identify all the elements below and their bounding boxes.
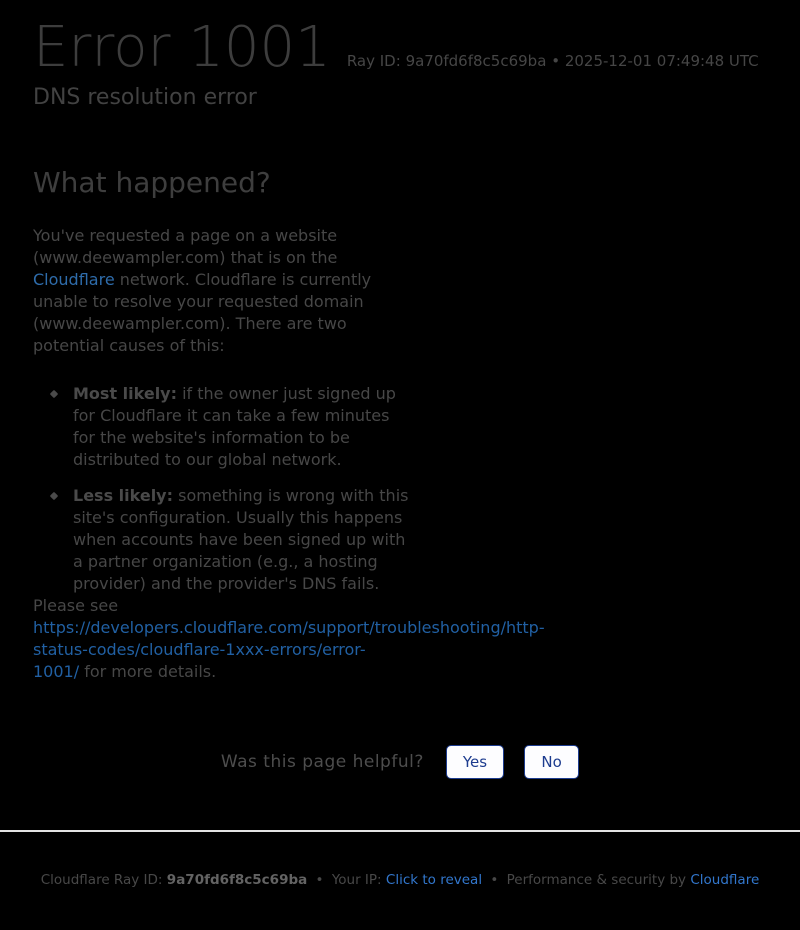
footer-cloudflare-link[interactable]: Cloudflare xyxy=(690,872,760,888)
paragraph-text-before-link: You've requested a page on a website (www.deewampler.com) that is on the xyxy=(33,225,338,267)
description-paragraph xyxy=(33,225,409,357)
click-to-reveal-link[interactable]: Click to reveal xyxy=(385,872,483,888)
list-item-less-likely xyxy=(33,485,409,595)
footer-ip-label: Your IP: xyxy=(331,872,382,888)
separator-dot: • xyxy=(551,52,561,70)
ray-id-value: 9a70fd6f8c5c69ba xyxy=(405,52,547,70)
feedback-buttons xyxy=(446,745,579,779)
ray-id-line xyxy=(347,52,759,70)
main-content xyxy=(0,110,800,779)
list-item-label: Less likely: xyxy=(73,485,174,505)
bullet-icon xyxy=(50,492,58,500)
section-heading: What happened? xyxy=(33,166,271,200)
footer xyxy=(0,830,800,930)
footer-ray-label: Cloudflare Ray ID: xyxy=(40,872,163,888)
list-item-most-likely xyxy=(33,383,409,471)
header xyxy=(0,0,800,110)
please-see-text: Please see xyxy=(33,595,119,615)
list-item-body: something is wrong with this site's configuration. Usually this happens when accounts have been signed up with a partner organization (e.g., a hosting provider) and the provider's DNS fails. xyxy=(73,485,409,593)
footer-line xyxy=(41,872,760,888)
footer-performance-text: Performance & security by xyxy=(506,872,687,888)
list-item-body: if the owner just signed up for Cloudflare it can take a few minutes for the website's information to be distributed to our global network. xyxy=(73,383,396,469)
more-details-paragraph xyxy=(33,595,545,683)
support-url-link[interactable]: https://developers.cloudflare.com/support/troubleshooting/http-status-codes/cloudflare-1xxx-errors/error-1001/ xyxy=(33,617,545,681)
causes-list xyxy=(33,383,409,595)
error-title: Error 1001 xyxy=(33,15,331,80)
what-happened-column xyxy=(33,166,545,683)
separator-dot: • xyxy=(315,872,324,888)
error-subtitle: DNS resolution error xyxy=(33,85,257,111)
feedback-row xyxy=(33,745,767,779)
footer-ray-id: 9a70fd6f8c5c69ba xyxy=(166,872,308,888)
list-item-text xyxy=(73,383,409,471)
ray-id-label: Ray ID: xyxy=(346,52,401,70)
list-item-text xyxy=(73,485,409,595)
no-button[interactable]: No xyxy=(524,745,579,779)
cloudflare-link[interactable]: Cloudflare xyxy=(33,269,115,289)
more-details-text: for more details. xyxy=(79,661,217,681)
separator-dot: • xyxy=(490,872,499,888)
timestamp: 2025-12-01 07:49:48 UTC xyxy=(564,52,759,70)
feedback-question: Was this page helpful? xyxy=(220,751,424,772)
yes-button[interactable]: Yes xyxy=(446,745,504,779)
list-item-label: Most likely: xyxy=(73,383,177,403)
paragraph-text-after-link: network. Cloudflare is currently unable to resolve your requested domain (www.deewampler.com). There are two potential causes of this: xyxy=(33,269,372,355)
bullet-icon xyxy=(50,390,58,398)
